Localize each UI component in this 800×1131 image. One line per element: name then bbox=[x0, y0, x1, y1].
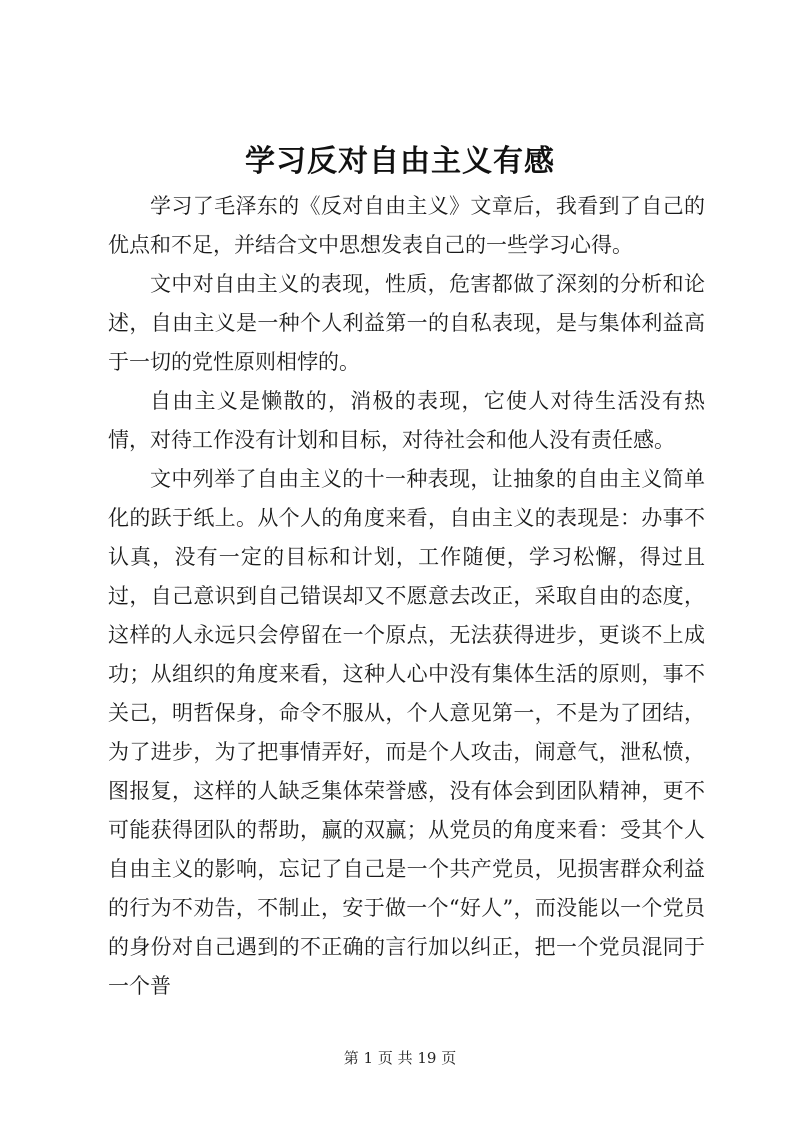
paragraph: 文中列举了自由主义的十一种表现，让抽象的自由主义简单化的跃于纸上。从个人的角度来看，自由主义的表现是：办事不认真，没有一定的目标和计划，工作随便，学习松懈，得过且过，自己意识到自己错误却又不愿意去改正，采取自由的态度，这样的人永远只会停留在一个原点，无法获得进步，更谈不上成功；从组织的角度来看，这种人心中没有集体生活的原则，事不关己，明哲保身，命令不服从，个人意见第一，不是为了团结，为了进步，为了把事情弄好，而是个人攻击，闹意气，泄私愤，图报复，这样的人缺乏集体荣誉感，没有体会到团队精神，更不可能获得团队的帮助，赢的双赢；从党员的角度来看：受其个人自由主义的影响，忘记了自己是一个共产党员，见损害群众利益的行为不劝告，不制止，安于做一个“好人”，而没能以一个党员的身份对自己遇到的不正确的言行加以纠正，把一个党员混同于一个普 bbox=[108, 467, 705, 998]
paragraph: 自由主义是懒散的，消极的表现，它使人对待生活没有热情，对待工作没有计划和目标，对待社会和他人没有责任感。 bbox=[108, 389, 705, 452]
paragraph: 学习了毛泽东的《反对自由主义》文章后，我看到了自己的优点和不足，并结合文中思想发表自己的一些学习心得。 bbox=[108, 194, 705, 257]
document-body bbox=[108, 187, 705, 1006]
page-title: 学习反对自由主义有感 bbox=[245, 144, 555, 179]
page-number-footer: 第 1 页 共 19 页 bbox=[343, 1049, 457, 1067]
paragraph: 文中对自由主义的表现，性质，危害都做了深刻的分析和论述，自由主义是一种个人利益第一的自私表现，是与集体利益高于一切的党性原则相悖的。 bbox=[108, 272, 705, 374]
